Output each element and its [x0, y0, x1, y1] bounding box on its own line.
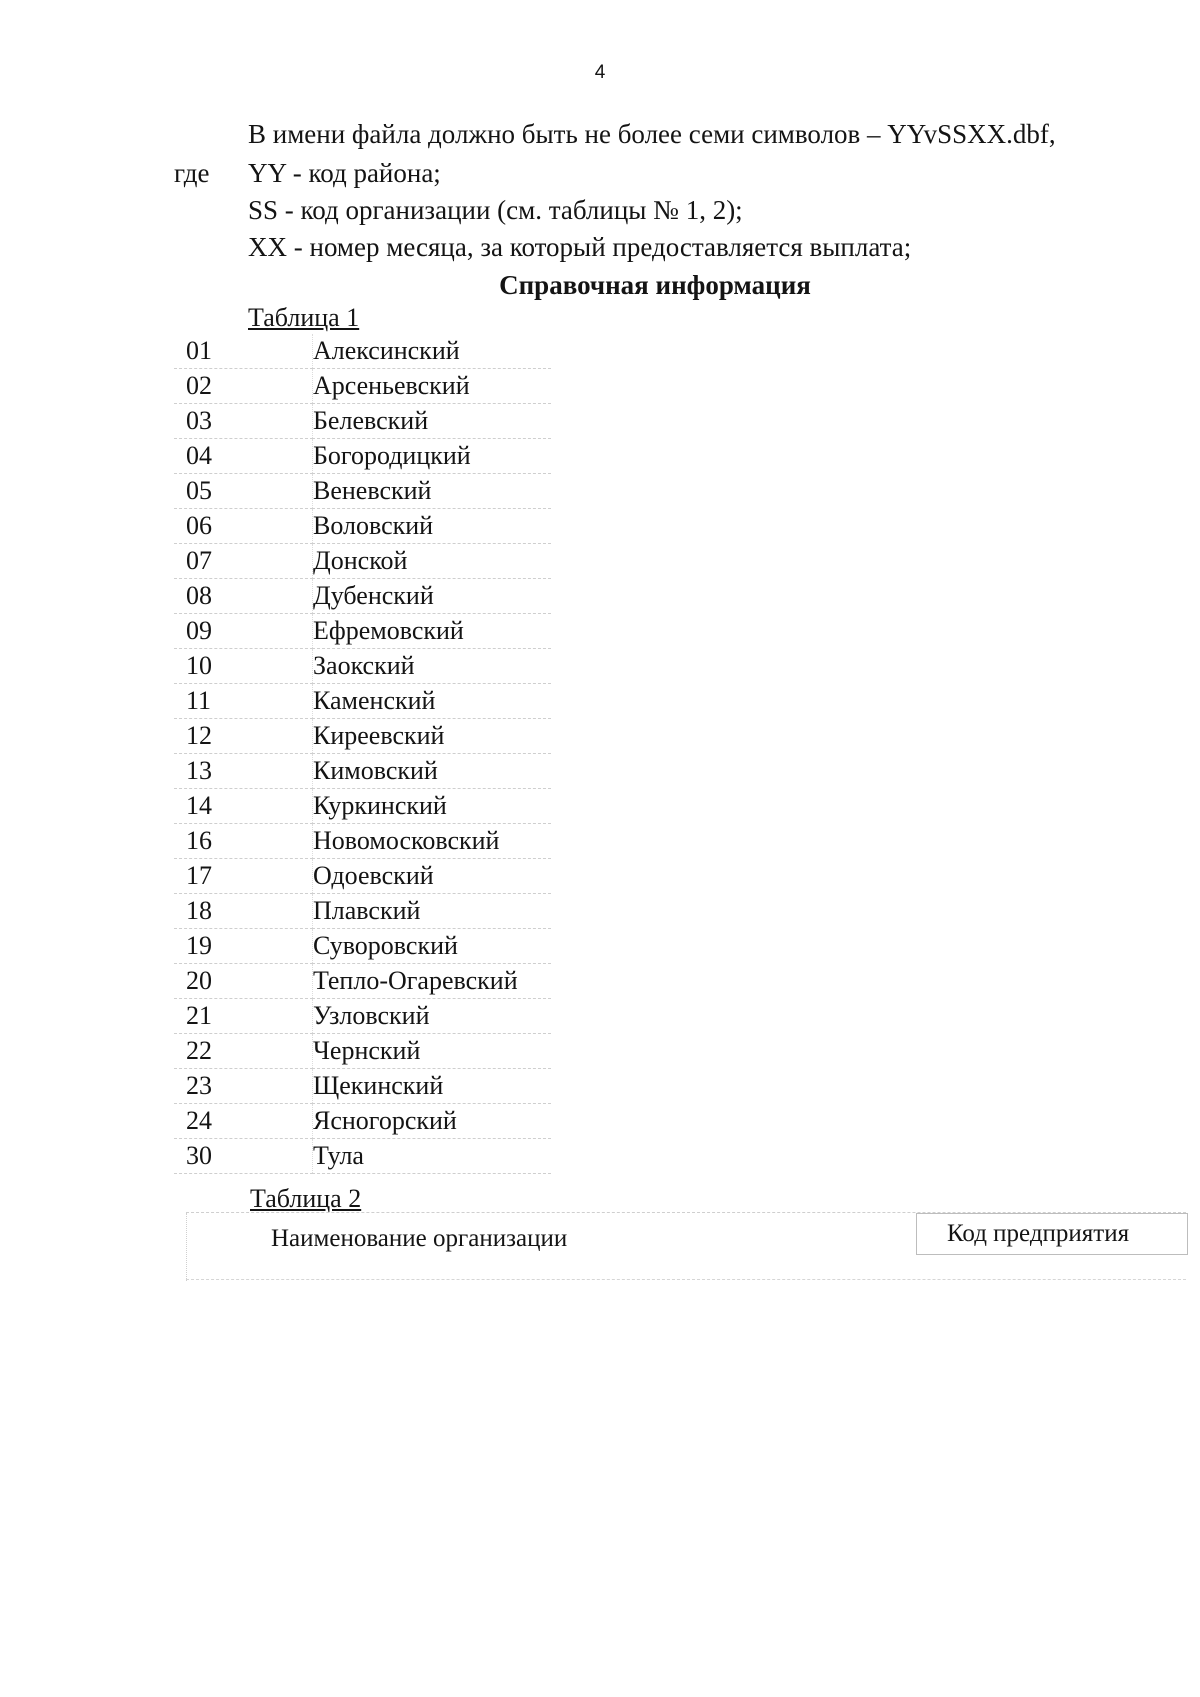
- enterprise-code-header-cell: [916, 1213, 1188, 1255]
- table-row: [174, 929, 551, 964]
- district-name: Веневский: [313, 476, 432, 505]
- districts-table: [174, 334, 551, 1174]
- district-name: Дубенский: [313, 581, 434, 610]
- district-code: 19: [174, 929, 313, 964]
- table-row: [174, 369, 551, 404]
- organization-name-header-cell: [186, 1213, 917, 1281]
- table-row: [174, 684, 551, 719]
- reference-heading: Справочная информация: [499, 270, 811, 300]
- table-row: [174, 1034, 551, 1069]
- district-name: Киреевский: [313, 721, 445, 750]
- districts-table-body: [174, 334, 551, 1174]
- district-name: Каменский: [313, 686, 436, 715]
- district-code: 22: [174, 1034, 313, 1069]
- district-code: 10: [174, 649, 313, 684]
- district-code: 05: [174, 474, 313, 509]
- table-row: [174, 999, 551, 1034]
- district-code: 11: [174, 684, 313, 719]
- table-row: [174, 439, 551, 474]
- district-name: Ясногорский: [313, 1106, 457, 1135]
- enterprise-code-header: Код предприятия: [947, 1220, 1130, 1247]
- table-row: [174, 754, 551, 789]
- where-label: где: [174, 158, 210, 188]
- organization-name-header: Наименование организации: [271, 1225, 568, 1252]
- district-name: Богородицкий: [313, 441, 471, 470]
- district-code: 06: [174, 509, 313, 544]
- table-row: [174, 404, 551, 439]
- district-name: Тепло-Огаревский: [313, 966, 518, 995]
- table2-caption: Таблица 2: [250, 1184, 362, 1213]
- table-row: [174, 964, 551, 999]
- district-name: Арсеньевский: [313, 371, 470, 400]
- table-row: [174, 859, 551, 894]
- district-name: Донской: [313, 546, 408, 575]
- table1-caption: Таблица 1: [248, 303, 360, 332]
- table-row: [174, 579, 551, 614]
- district-code: 18: [174, 894, 313, 929]
- district-name: Тула: [313, 1141, 364, 1170]
- district-name: Белевский: [313, 406, 429, 435]
- district-code: 17: [174, 859, 313, 894]
- district-name: Заокский: [313, 651, 415, 680]
- district-name: Куркинский: [313, 791, 447, 820]
- table2-row-divider: [186, 1279, 1186, 1280]
- table-row: [174, 649, 551, 684]
- district-name: Чернский: [313, 1036, 421, 1065]
- table-row: [174, 1139, 551, 1174]
- table-row: [174, 509, 551, 544]
- yy-definition: YY - код района;: [248, 158, 441, 188]
- district-code: 01: [174, 334, 313, 369]
- table-row: [174, 334, 551, 369]
- district-code: 09: [174, 614, 313, 649]
- page-number: 4: [594, 62, 606, 83]
- table-row: [174, 474, 551, 509]
- district-code: 04: [174, 439, 313, 474]
- district-code: 23: [174, 1069, 313, 1104]
- district-name: Ефремовский: [313, 616, 464, 645]
- table-row: [174, 544, 551, 579]
- district-code: 16: [174, 824, 313, 859]
- district-code: 07: [174, 544, 313, 579]
- table-row: [174, 614, 551, 649]
- district-code: 02: [174, 369, 313, 404]
- table-row: [174, 1069, 551, 1104]
- district-name: Алексинский: [313, 336, 460, 365]
- district-code: 14: [174, 789, 313, 824]
- table-row: [174, 824, 551, 859]
- organizations-table: [186, 1212, 1186, 1281]
- district-code: 21: [174, 999, 313, 1034]
- district-name: Воловский: [313, 511, 434, 540]
- district-code: 30: [174, 1139, 313, 1174]
- district-name: Новомосковский: [313, 826, 500, 855]
- district-name: Одоевский: [313, 861, 434, 890]
- district-name: Кимовский: [313, 756, 438, 785]
- district-code: 20: [174, 964, 313, 999]
- district-code: 03: [174, 404, 313, 439]
- table-row: [174, 789, 551, 824]
- district-code: 12: [174, 719, 313, 754]
- table-row: [174, 1104, 551, 1139]
- district-name: Щекинский: [313, 1071, 444, 1100]
- district-name: Суворовский: [313, 931, 458, 960]
- district-code: 08: [174, 579, 313, 614]
- filename-rule-text: В имени файла должно быть не более семи символов – YYvSSXX.dbf,: [248, 119, 1056, 149]
- xx-definition: XX - номер месяца, за который предоставляется выплата;: [248, 232, 912, 262]
- table-row: [174, 719, 551, 754]
- district-name: Узловский: [313, 1001, 430, 1030]
- district-code: 24: [174, 1104, 313, 1139]
- table-row: [174, 894, 551, 929]
- district-name: Плавский: [313, 896, 421, 925]
- ss-definition: SS - код организации (см. таблицы № 1, 2);: [248, 195, 743, 225]
- district-code: 13: [174, 754, 313, 789]
